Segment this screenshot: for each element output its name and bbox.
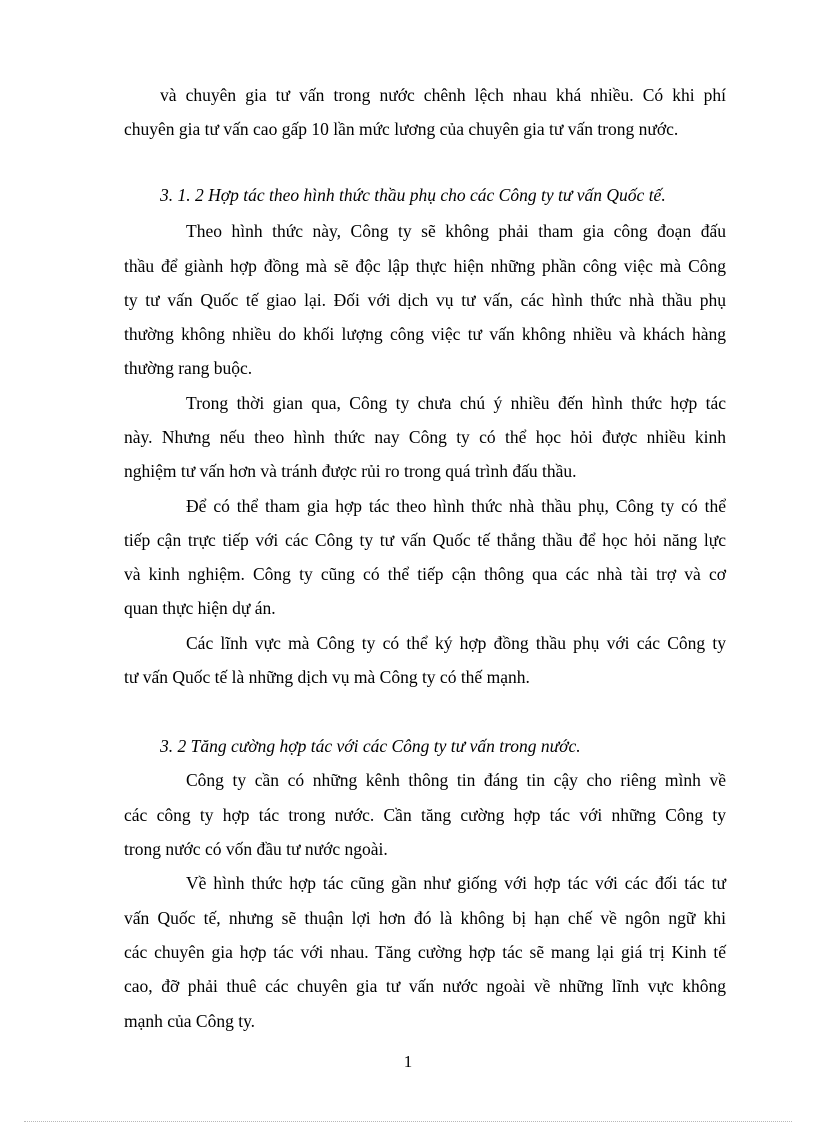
paragraph-line: chuyên gia tư vấn cao gấp 10 lần mức lương của chuyên gia tư vấn trong nước. — [124, 119, 679, 139]
paragraph-line: này. Nhưng nếu theo hình thức nay Công ty có thể học hỏi được nhiều kinh — [124, 427, 726, 447]
paragraph-line: ty tư vấn Quốc tế giao lại. Đối với dịch vụ tư vấn, các hình thức nhà thầu phụ — [124, 290, 726, 310]
page-number: 1 — [403, 1052, 413, 1071]
paragraph-line: các chuyên gia hợp tác với nhau. Tăng cường hợp tác sẽ mang lại giá trị Kinh tế — [124, 942, 726, 962]
paragraph-line: và chuyên gia tư vấn trong nước chênh lệch nhau khá nhiều. Có khi phí — [160, 85, 726, 105]
paragraph-line: tư vấn Quốc tế là những dịch vụ mà Công ty có thế mạnh. — [124, 667, 530, 687]
paragraph-line: mạnh của Công ty. — [124, 1011, 256, 1031]
section-heading: 3. 2 Tăng cường hợp tác với các Công ty tư vấn trong nước. — [160, 736, 581, 756]
paragraph-line: các công ty hợp tác trong nước. Cần tăng cường hợp tác với những Công ty — [124, 805, 726, 825]
paragraph-line: Trong thời gian qua, Công ty chưa chú ý nhiều đến hình thức hợp tác — [186, 393, 726, 413]
paragraph-line: Theo hình thức này, Công ty sẽ không phải tham gia công đoạn đấu — [186, 221, 726, 241]
paragraph-line: thầu để giành hợp đồng mà sẽ độc lập thực hiện những phần công việc mà Công — [124, 256, 726, 276]
paragraph-line: Về hình thức hợp tác cũng gần như giống với hợp tác với các đối tác tư — [186, 873, 726, 893]
paragraph-line: và kinh nghiệm. Công ty cũng có thể tiếp cận thông qua các nhà tài trợ và cơ — [124, 564, 726, 584]
page-bottom-border — [24, 1121, 792, 1122]
paragraph-line: cao, đỡ phải thuê các chuyên gia tư vấn nước ngoài về những lĩnh vực không — [124, 976, 726, 996]
paragraph-line: nghiệm tư vấn hơn và tránh được rủi ro trong quá trình đấu thầu. — [124, 461, 577, 481]
paragraph-line: quan thực hiện dự án. — [124, 598, 276, 618]
paragraph-line: Các lĩnh vực mà Công ty có thể ký hợp đồng thầu phụ với các Công ty — [186, 633, 726, 653]
paragraph-line: tiếp cận trực tiếp với các Công ty tư vấn Quốc tế thắng thầu để học hỏi năng lực — [124, 530, 726, 550]
section-heading: 3. 1. 2 Hợp tác theo hình thức thầu phụ cho các Công ty tư vấn Quốc tế. — [160, 185, 666, 205]
paragraph-line: thường rang buộc. — [124, 358, 253, 378]
paragraph-line: thường không nhiều do khối lượng công việc tư vấn không nhiều và khách hàng — [124, 324, 726, 344]
paragraph-line: Công ty cần có những kênh thông tin đáng tin cậy cho riêng mình về — [186, 770, 726, 790]
paragraph-line: trong nước có vốn đầu tư nước ngoài. — [124, 839, 388, 859]
paragraph-line: Để có thể tham gia hợp tác theo hình thức nhà thầu phụ, Công ty có thể — [186, 496, 726, 516]
paragraph-line: vấn Quốc tế, nhưng sẽ thuận lợi hơn đó là không bị hạn chế về ngôn ngữ khi — [124, 908, 726, 928]
